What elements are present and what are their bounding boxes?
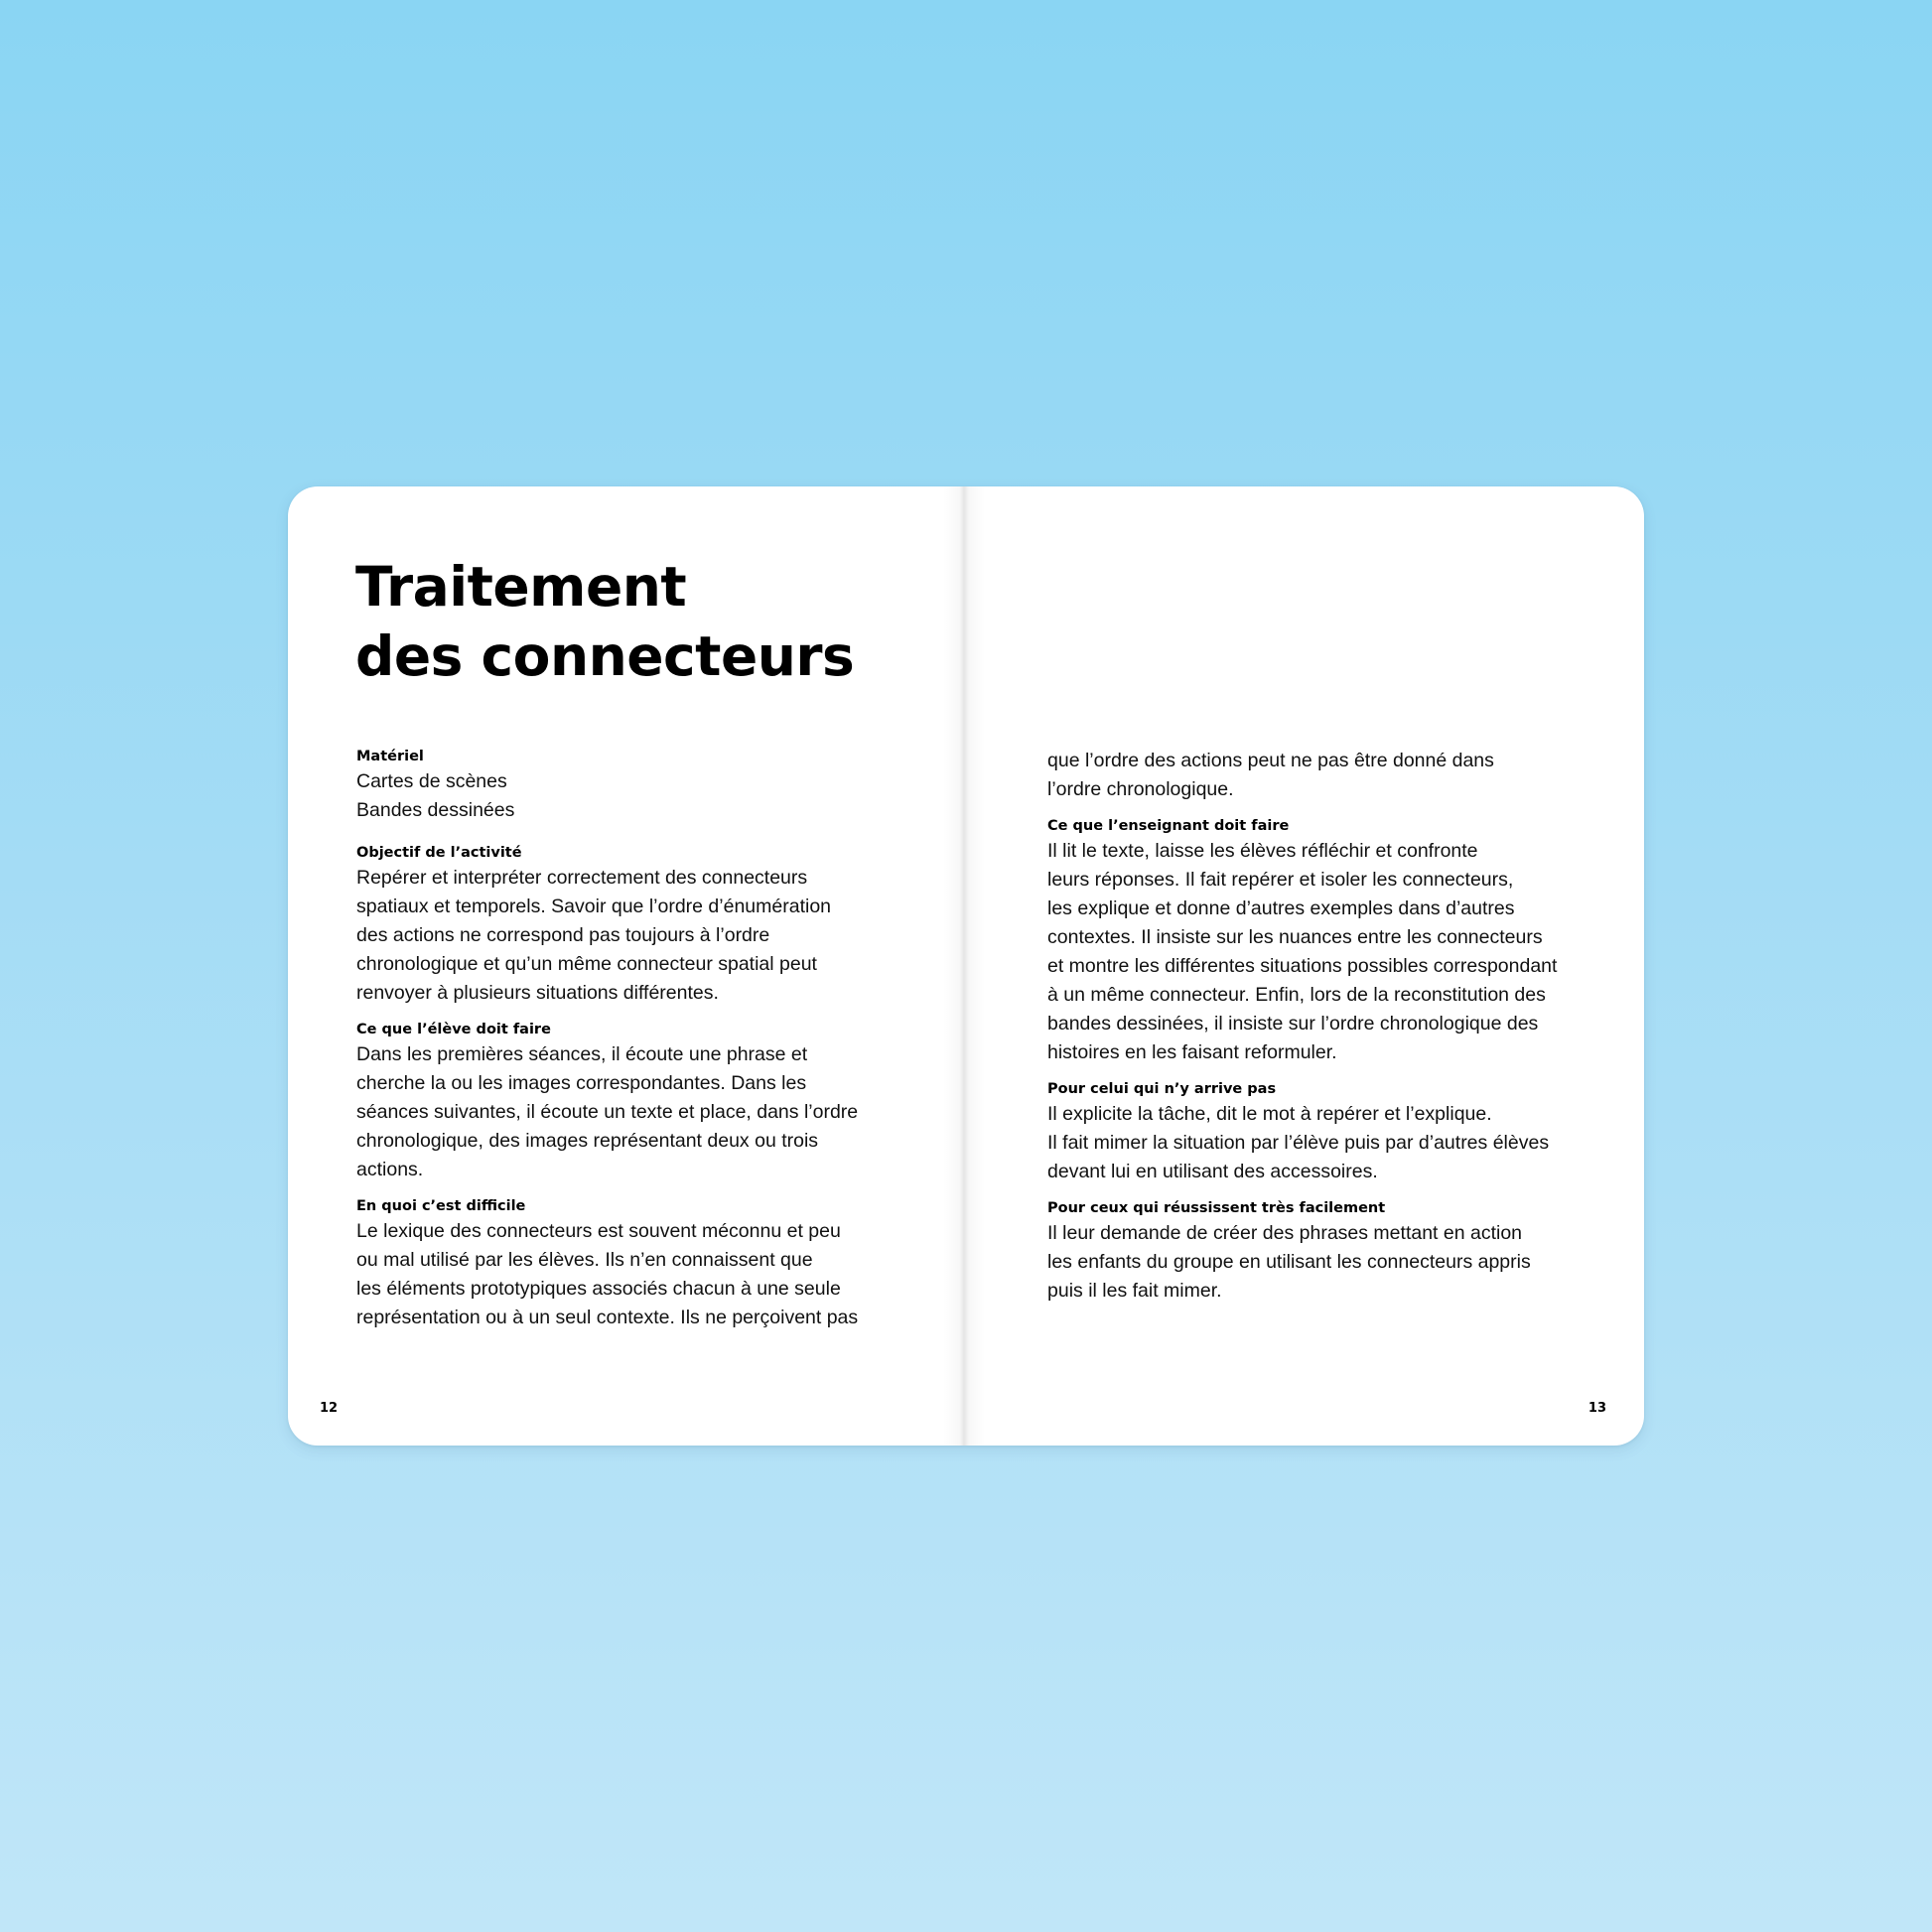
- text-line: chronologique, des images représentant deux ou trois: [356, 1130, 819, 1152]
- section-eleve: [356, 1020, 893, 1184]
- text-line: puis il les fait mimer.: [1047, 1280, 1222, 1302]
- left-page-content: [356, 747, 893, 1344]
- text-line: et montre les différentes situations possibles correspondant: [1047, 955, 1558, 977]
- section-heading: Ce que l’enseignant doit faire: [1047, 818, 1290, 834]
- section-difficile: [356, 1196, 893, 1332]
- text-line: séances suivantes, il écoute un texte et place, dans l’ordre: [356, 1101, 859, 1123]
- text-line: Le lexique des connecteurs est souvent méconnu et peu: [356, 1220, 841, 1242]
- page-number-right: 13: [1587, 1401, 1606, 1416]
- title-line: des connecteurs: [355, 624, 855, 688]
- text-line: renvoyer à plusieurs situations différentes.: [356, 982, 719, 1004]
- section-enseignant: [1047, 816, 1603, 1067]
- right-page-content: [1047, 747, 1603, 1317]
- text-line: Il explicite la tâche, dit le mot à repérer et l’explique.: [1047, 1103, 1492, 1125]
- text-line: que l’ordre des actions peut ne pas être donné dans: [1047, 750, 1494, 771]
- text-line: histoires en les faisant reformuler.: [1047, 1041, 1337, 1063]
- left-page: [288, 486, 964, 1446]
- text-line: Il leur demande de créer des phrases mettant en action: [1047, 1222, 1523, 1244]
- section-heading: Objectif de l’activité: [356, 845, 522, 861]
- text-line: Bandes dessinées: [356, 799, 515, 821]
- text-line: contextes. Il insiste sur les nuances entre les connecteurs: [1047, 926, 1543, 948]
- continuation-paragraph: [1047, 747, 1603, 804]
- title-line: Traitement: [355, 555, 687, 619]
- text-line: représentation ou à un seul contexte. Ils ne perçoivent pas: [356, 1307, 859, 1328]
- right-page: [964, 486, 1644, 1446]
- text-line: bandes dessinées, il insiste sur l’ordre chronologique des: [1047, 1013, 1539, 1035]
- section-ceux-qui-reussissent: [1047, 1198, 1603, 1306]
- text-line: Il lit le texte, laisse les élèves réfléchir et confronte: [1047, 840, 1478, 862]
- text-line: actions.: [356, 1159, 424, 1180]
- text-line: Repérer et interpréter correctement des connecteurs: [356, 867, 808, 889]
- page-number-left: 12: [320, 1401, 339, 1416]
- section-objectif: [356, 843, 893, 1008]
- text-line: Il fait mimer la situation par l’élève puis par d’autres élèves: [1047, 1132, 1550, 1154]
- section-heading: En quoi c’est difficile: [356, 1198, 526, 1214]
- text-line: les enfants du groupe en utilisant les connecteurs appris: [1047, 1251, 1531, 1273]
- text-line: les explique et donne d’autres exemples dans d’autres: [1047, 897, 1515, 919]
- text-line: chronologique et qu’un même connecteur spatial peut: [356, 953, 817, 975]
- text-line: spatiaux et temporels. Savoir que l’ordre d’énumération: [356, 896, 832, 917]
- section-heading: Matériel: [356, 749, 424, 764]
- section-materiel: [356, 747, 893, 825]
- text-line: les éléments prototypiques associés chacun à une seule: [356, 1278, 841, 1300]
- page-title: [355, 552, 854, 691]
- section-celui-qui-n-y-arrive-pas: [1047, 1079, 1603, 1186]
- book-spread: [288, 486, 1644, 1446]
- section-heading: Ce que l’élève doit faire: [356, 1022, 551, 1037]
- text-line: ou mal utilisé par les élèves. Ils n’en connaissent que: [356, 1249, 813, 1271]
- section-heading: Pour ceux qui réussissent très facilement: [1047, 1200, 1386, 1216]
- text-line: devant lui en utilisant des accessoires.: [1047, 1161, 1378, 1182]
- text-line: cherche la ou les images correspondantes. Dans les: [356, 1072, 807, 1094]
- text-line: des actions ne correspond pas toujours à l’ordre: [356, 924, 770, 946]
- text-line: leurs réponses. Il fait repérer et isoler les connecteurs,: [1047, 869, 1514, 891]
- text-line: Cartes de scènes: [356, 770, 507, 792]
- text-line: l’ordre chronologique.: [1047, 778, 1234, 800]
- section-heading: Pour celui qui n’y arrive pas: [1047, 1081, 1277, 1097]
- text-line: Dans les premières séances, il écoute une phrase et: [356, 1043, 808, 1065]
- text-line: à un même connecteur. Enfin, lors de la reconstitution des: [1047, 984, 1546, 1006]
